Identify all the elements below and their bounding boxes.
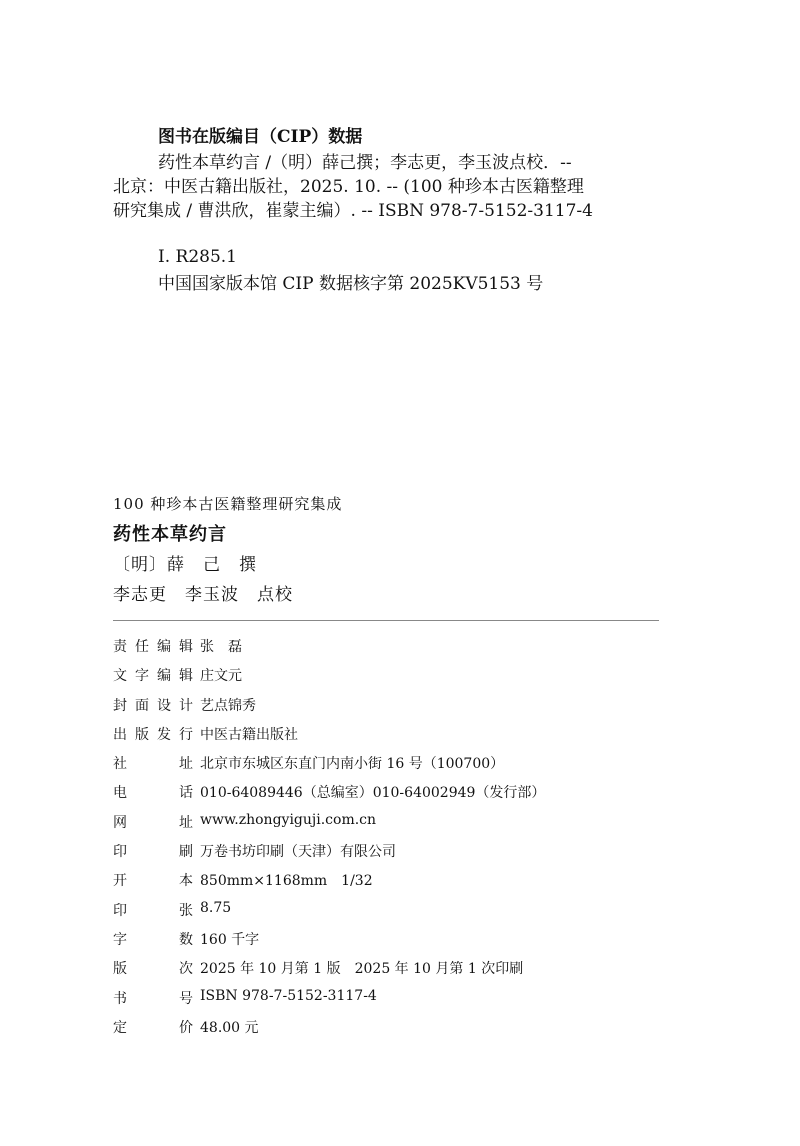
- cip-heading: 图书在版编目（CIP）数据: [158, 127, 363, 147]
- info-value: ISBN 978-7-5152-3117-4: [200, 987, 377, 1004]
- info-row: [113, 929, 673, 958]
- info-row: [113, 870, 673, 899]
- info-label: [113, 988, 193, 1008]
- info-label: [113, 812, 193, 832]
- info-label: [113, 958, 193, 978]
- info-label: [113, 636, 193, 656]
- info-label: [113, 1017, 193, 1037]
- info-label-char: 发: [157, 726, 171, 743]
- info-value: 160 千字: [200, 931, 260, 948]
- info-value: 艺点锦秀: [200, 697, 256, 714]
- info-label-char: 定: [113, 1019, 127, 1036]
- info-label: [113, 724, 193, 744]
- info-label-char: 设: [157, 697, 171, 714]
- info-label: [113, 929, 193, 949]
- info-value: 张 磊: [200, 639, 242, 655]
- info-row: [113, 841, 673, 870]
- info-label-char: 网: [113, 814, 127, 831]
- info-value: 2025 年 10 月第 1 版 2025 年 10 月第 1 次印刷: [200, 961, 524, 978]
- series-title: 100 种珍本古医籍整理研究集成: [113, 495, 343, 513]
- info-label-char: 电: [113, 785, 127, 802]
- info-label-char: 印: [113, 902, 127, 919]
- info-row: [113, 900, 673, 929]
- info-label-char: 文: [113, 668, 127, 685]
- info-label-char: 刷: [179, 844, 193, 861]
- divider: [113, 620, 659, 621]
- info-value: 北京市东城区东直门内南小街 16 号（100700）: [200, 756, 505, 773]
- info-label-char: 辑: [179, 639, 193, 655]
- info-label-char: 任: [135, 639, 149, 655]
- info-value: 中医古籍出版社: [200, 726, 298, 743]
- info-label-char: 社: [113, 756, 127, 773]
- info-row: [113, 988, 673, 1017]
- info-label-char: 行: [179, 726, 193, 743]
- info-label-char: 责: [113, 639, 127, 655]
- info-label-char: 号: [179, 990, 193, 1007]
- info-label-char: 开: [113, 873, 127, 890]
- info-value: www.zhongyiguji.com.cn: [200, 811, 377, 828]
- info-label-char: 址: [179, 814, 193, 831]
- info-label: [113, 870, 193, 890]
- info-label: [113, 841, 193, 861]
- info-row: [113, 782, 673, 811]
- info-value: 庄文元: [200, 668, 242, 685]
- book-title: 药性本草约言: [113, 524, 227, 545]
- cip-entry: 药性本草约言 /（明）薛己撰；李志更，李玉波点校．-- 北京：中医古籍出版社，2025. 10. -- (100 种珍本古医籍整理研究集成 / 曹洪欣，崔蒙主编）. -- ISBN 978-7-5152-3117-4: [113, 153, 593, 221]
- info-label-char: 本: [179, 873, 193, 890]
- info-label-char: 编: [157, 668, 171, 685]
- info-row: [113, 724, 673, 753]
- info-label-char: 编: [157, 639, 171, 655]
- info-label: [113, 900, 193, 920]
- info-row: [113, 812, 673, 841]
- info-label-char: 版: [113, 961, 127, 978]
- author-line: 〔明〕薛 己 撰: [113, 555, 257, 575]
- info-label-char: 封: [113, 697, 127, 714]
- info-label-char: 出: [113, 726, 127, 743]
- info-label-char: 价: [179, 1019, 193, 1036]
- info-label: [113, 753, 193, 773]
- info-value: 010-64089446（总编室）010-64002949（发行部）: [200, 785, 546, 802]
- info-label-char: 话: [179, 785, 193, 802]
- publication-info: [113, 636, 673, 1046]
- info-value: 8.75: [200, 899, 232, 916]
- info-label-char: 字: [113, 931, 127, 948]
- info-value: 万卷书坊印刷（天津）有限公司: [200, 844, 396, 861]
- info-label-char: 计: [179, 697, 193, 714]
- info-label-char: 书: [113, 990, 127, 1007]
- info-label: [113, 695, 193, 715]
- info-value: 850mm×1168mm 1/32: [200, 873, 373, 890]
- cip-classification: Ⅰ. R285.1: [158, 247, 237, 267]
- info-label-char: 印: [113, 844, 127, 861]
- editors-line: 李志更 李玉波 点校: [113, 585, 293, 605]
- info-value: 48.00 元: [200, 1019, 259, 1036]
- info-label-char: 字: [135, 668, 149, 685]
- info-label-char: 次: [179, 961, 193, 978]
- info-row: [113, 958, 673, 987]
- info-row: [113, 753, 673, 782]
- info-label-char: 面: [135, 697, 149, 714]
- info-label-char: 辑: [179, 668, 193, 685]
- info-row: [113, 665, 673, 694]
- info-row: [113, 1017, 673, 1046]
- info-label: [113, 665, 193, 685]
- info-label-char: 址: [179, 756, 193, 773]
- info-label-char: 张: [179, 902, 193, 919]
- cip-verification: 中国国家版本馆 CIP 数据核字第 2025KV5153 号: [158, 274, 544, 294]
- info-row: [113, 695, 673, 724]
- info-label-char: 版: [135, 726, 149, 743]
- info-row: [113, 636, 673, 665]
- info-label-char: 数: [179, 931, 193, 948]
- info-label: [113, 782, 193, 802]
